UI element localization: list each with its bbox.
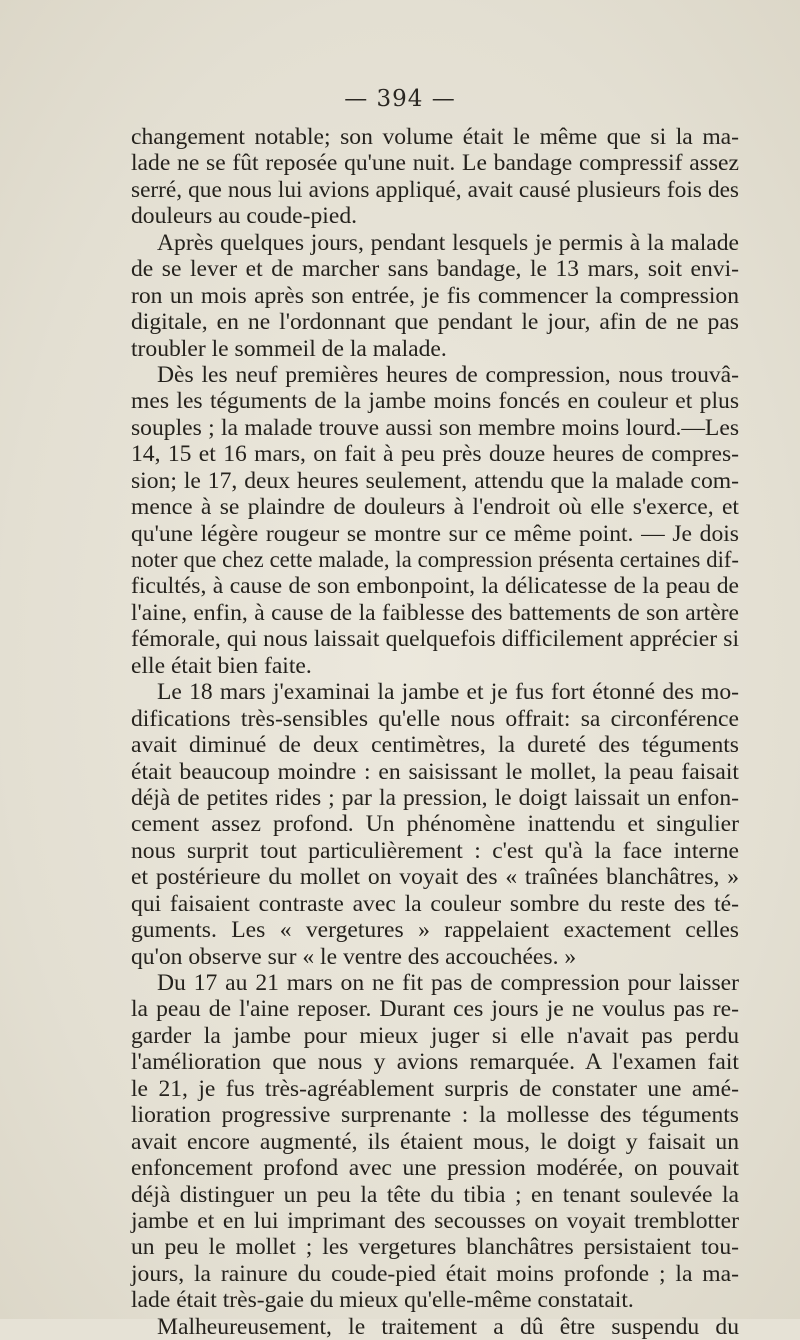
text-line: Dès les neuf premières heures de compression, nous trouvâ- xyxy=(157,361,739,388)
text-line: l'aine, enfin, à cause de la faiblesse des battements de son artère xyxy=(131,599,739,626)
text-line: 14, 15 et 16 mars, on fait à peu près douze heures de compres- xyxy=(131,441,739,468)
text-line: douleurs au coude-pied. xyxy=(131,203,358,230)
text-line: elle était bien faite. xyxy=(131,652,312,679)
text-line: déjà distinguer un peu la tête du tibia ; en tenant soulevée la xyxy=(131,1181,739,1208)
text-line: qu'une légère rougeur se montre sur ce même point. — Je dois xyxy=(131,520,739,547)
text-line: difications très-sensibles qu'elle nous offrait: sa circonférence xyxy=(131,705,739,732)
text-line: garder la jambe pour mieux juger si elle n'avait pas perdu xyxy=(131,1022,739,1049)
text-line: guments. Les « vergetures » rappelaient exactement celles xyxy=(131,917,739,944)
text-line: lade ne se fût reposée qu'une nuit. Le bandage compressif assez xyxy=(131,150,739,177)
text-line: souples ; la malade trouve aussi son membre moins lourd.—Les xyxy=(131,414,739,441)
text-line: lade était très-gaie du mieux qu'elle-même constatait. xyxy=(131,1287,634,1314)
text-line: Après quelques jours, pendant lesquels je permis à la malade xyxy=(157,229,739,256)
text-line: sion; le 17, deux heures seulement, attendu que la malade com- xyxy=(131,467,739,494)
text-line: Malheureusement, le traitement a dû être suspendu du xyxy=(157,1313,739,1340)
text-line: et postérieure du mollet on voyait des « traînées blanchâtres, » xyxy=(131,864,739,891)
text-line: cement assez profond. Un phénomène inattendu et singulier xyxy=(131,811,739,838)
text-line: avait encore augmenté, ils étaient mous, le doigt y faisait un xyxy=(131,1128,739,1155)
text-line: fémorale, qui nous laissait quelquefois difficilement apprécier si xyxy=(131,626,739,653)
text-line: noter que chez cette malade, la compression présenta certaines dif- xyxy=(131,547,739,572)
text-line: Du 17 au 21 mars on ne fit pas de compression pour laisser xyxy=(157,970,739,996)
text-line: jambe et en lui imprimant des secousses on voyait tremblotter xyxy=(131,1207,739,1234)
text-line: troubler le sommeil de la malade. xyxy=(131,335,447,362)
text-line: serré, que nous lui avions appliqué, avait causé plusieurs fois des xyxy=(131,176,739,203)
text-line: un peu le mollet ; les vergetures blanchâtres persistaient tou- xyxy=(131,1234,739,1261)
body-text xyxy=(131,124,739,1340)
text-line: de se lever et de marcher sans bandage, le 13 mars, soit envi- xyxy=(131,256,739,283)
text-line: était beaucoup moindre : en saisissant le mollet, la peau faisait xyxy=(131,758,739,785)
text-line: changement notable; son volume était le même que si la ma- xyxy=(131,124,739,150)
text-line: déjà de petites rides ; par la pression, le doigt laissait un enfon- xyxy=(131,784,739,811)
text-line: ron un mois après son entrée, je fis commencer la compression xyxy=(131,282,739,309)
text-line: nous surprit tout particulièrement : c'est qu'à la face interne xyxy=(131,837,739,864)
text-line: mes les téguments de la jambe moins foncés en couleur et plus xyxy=(131,388,739,415)
text-line: jours, la rainure du coude-pied était moins profonde ; la ma- xyxy=(131,1260,739,1287)
text-line: enfoncement profond avec une pression modérée, on pouvait xyxy=(131,1155,739,1182)
text-line: l'amélioration que nous y avions remarquée. A l'examen fait xyxy=(131,1049,739,1076)
text-line: la peau de l'aine reposer. Durant ces jours je ne voulus pas re- xyxy=(131,996,739,1023)
text-line: avait diminué de deux centimètres, la dureté des téguments xyxy=(131,732,739,759)
text-line: mence à se plaindre de douleurs à l'endroit où elle s'exerce, et xyxy=(131,494,739,521)
text-line: ficultés, à cause de son embonpoint, la délicatesse de la peau de xyxy=(131,573,739,600)
text-line: lioration progressive surprenante : la mollesse des téguments xyxy=(131,1102,739,1129)
page-number: — 394 — xyxy=(344,86,456,112)
text-line: qui faisaient contraste avec la couleur sombre du reste des té- xyxy=(131,890,739,917)
text-line: le 21, je fus très-agréablement surpris de constater une amé- xyxy=(131,1075,739,1102)
text-line: qu'on observe sur « le ventre des accouchées. » xyxy=(131,943,577,970)
text-line: Le 18 mars j'examinai la jambe et je fus fort étonné des mo- xyxy=(157,679,739,706)
text-line: digitale, en ne l'ordonnant que pendant le jour, afin de ne pas xyxy=(131,309,739,336)
